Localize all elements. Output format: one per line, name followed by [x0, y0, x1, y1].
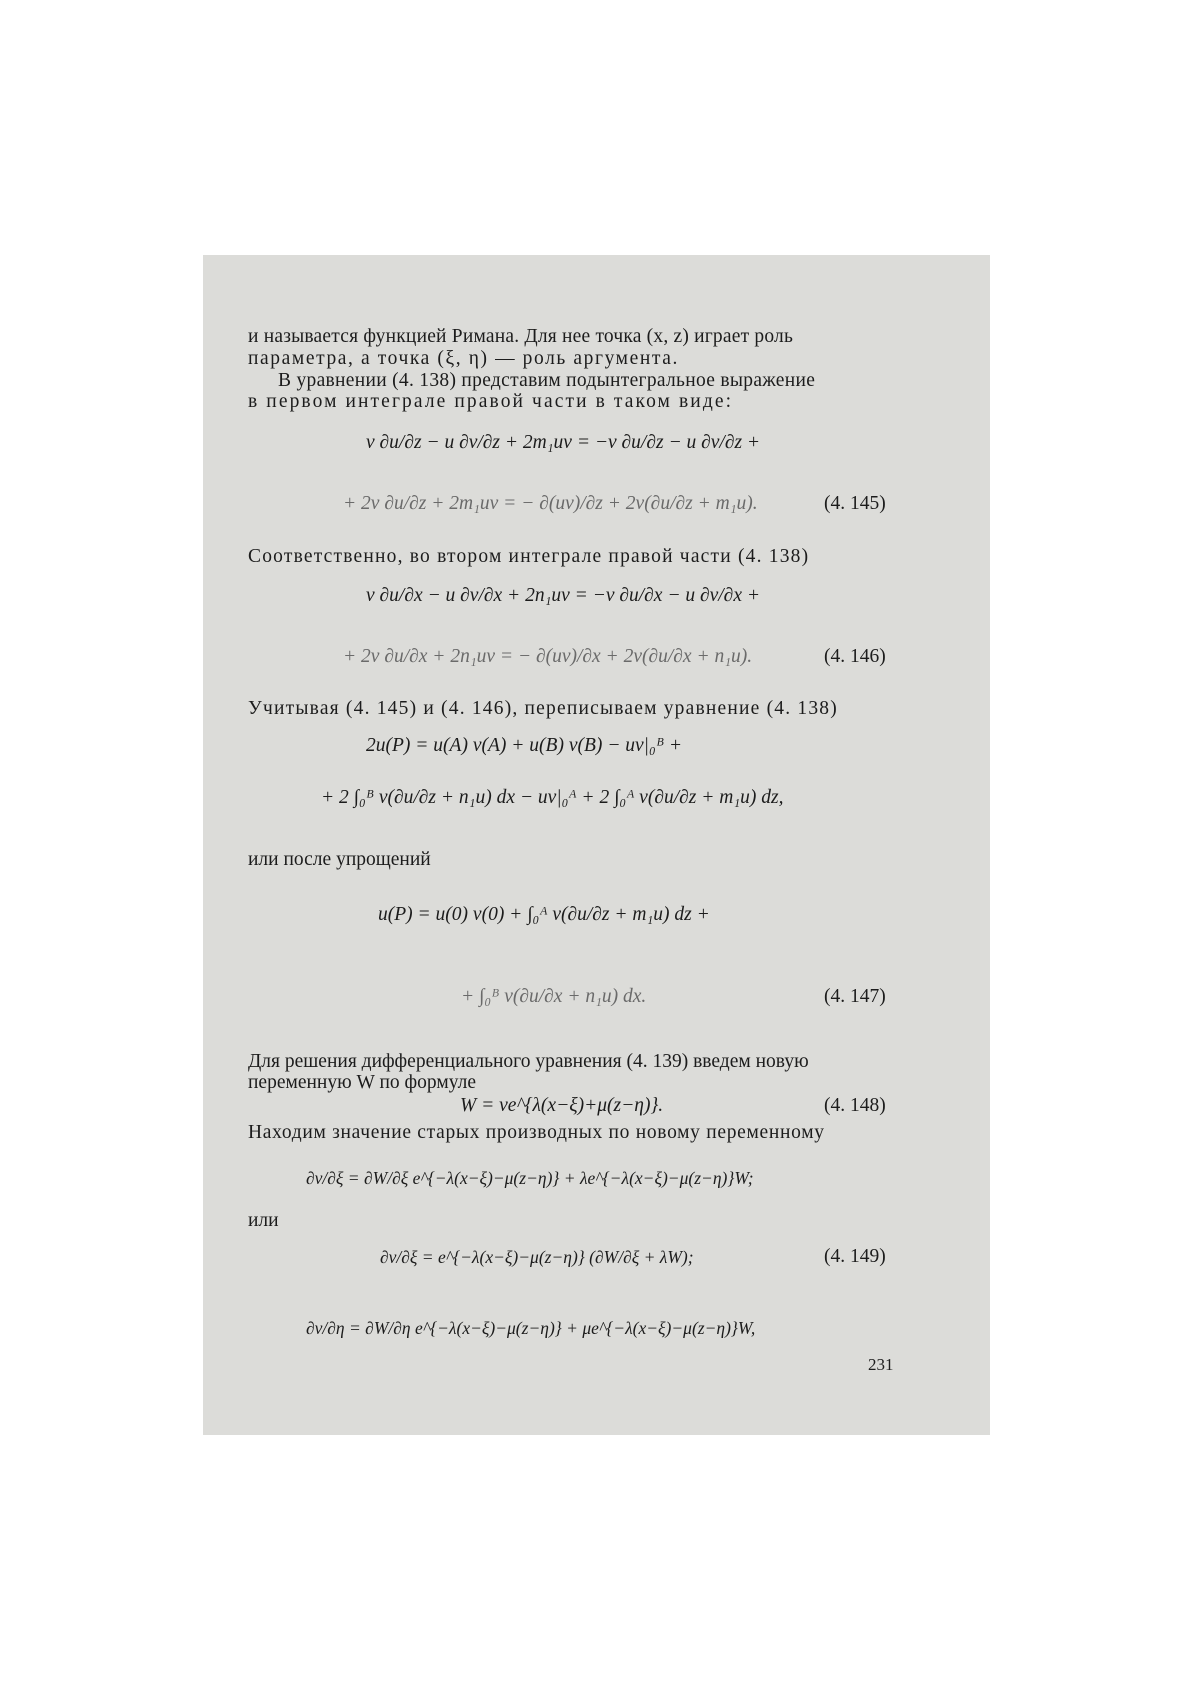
- equation-number: (4. 148): [824, 1095, 886, 1116]
- text-line: или: [248, 1210, 279, 1231]
- text-line: Учитывая (4. 145) и (4. 146), переписываем уравнение (4. 138): [248, 698, 838, 719]
- text-line: Для решения дифференциального уравнения (4. 139) введем новую: [248, 1051, 809, 1072]
- equation-number: (4. 146): [824, 646, 886, 667]
- equation-number: (4. 149): [824, 1246, 886, 1267]
- text-line: Находим значение старых производных по новому переменному: [248, 1122, 825, 1143]
- page-number: 231: [868, 1355, 894, 1374]
- equation-number: (4. 145): [824, 493, 886, 514]
- text-line: В уравнении (4. 138) представим подынтегральное выражение: [278, 370, 816, 391]
- equation: ∂v/∂ξ = e^{−λ(x−ξ)−μ(z−η)} (∂W/∂ξ + λW);: [380, 1247, 694, 1267]
- equation: v ∂u/∂x − u ∂v/∂x + 2n₁uv = −v ∂u/∂x − u ∂v/∂x +: [366, 585, 761, 606]
- text-line: Соответственно, во втором интеграле правой части (4. 138): [248, 546, 810, 567]
- equation: + ∫₀ᴮ v(∂u/∂x + n₁u) dx.: [461, 986, 647, 1007]
- equation-number: (4. 147): [824, 986, 886, 1007]
- equation: + 2v ∂u/∂z + 2m₁uv = − ∂(uv)/∂z + 2v(∂u/∂z + m₁u).: [343, 493, 758, 514]
- equation: 2u(P) = u(A) v(A) + u(B) v(B) − uv|₀ᴮ +: [366, 735, 683, 756]
- equation: W = ve^{λ(x−ξ)+μ(z−η)}.: [460, 1095, 664, 1116]
- book-page: [203, 255, 990, 1435]
- equation: u(P) = u(0) v(0) + ∫₀ᴬ v(∂u/∂z + m₁u) dz +: [378, 904, 710, 925]
- text-line: переменную W по формуле: [248, 1072, 477, 1093]
- equation: + 2 ∫₀ᴮ v(∂u/∂z + n₁u) dx − uv|₀ᴬ + 2 ∫₀ᴬ v(∂u/∂z + m₁u) dz,: [321, 787, 784, 808]
- equation: v ∂u/∂z − u ∂v/∂z + 2m₁uv = −v ∂u/∂z − u ∂v/∂z +: [366, 432, 761, 453]
- equation: ∂v/∂ξ = ∂W/∂ξ e^{−λ(x−ξ)−μ(z−η)} + λe^{−λ(x−ξ)−μ(z−η)}W;: [306, 1168, 754, 1188]
- equation: ∂v/∂η = ∂W/∂η e^{−λ(x−ξ)−μ(z−η)} + μe^{−λ(x−ξ)−μ(z−η)}W,: [306, 1318, 756, 1338]
- text-line: в первом интеграле правой части в таком виде:: [248, 391, 734, 412]
- text-line: или после упрощений: [248, 849, 431, 870]
- equation: + 2v ∂u/∂x + 2n₁uv = − ∂(uv)/∂x + 2v(∂u/∂x + n₁u).: [343, 646, 753, 667]
- text-line: параметра, а точка (ξ, η) — роль аргумента.: [248, 348, 679, 369]
- text-line: и называется функцией Римана. Для нее точка (x, z) играет роль: [248, 326, 794, 347]
